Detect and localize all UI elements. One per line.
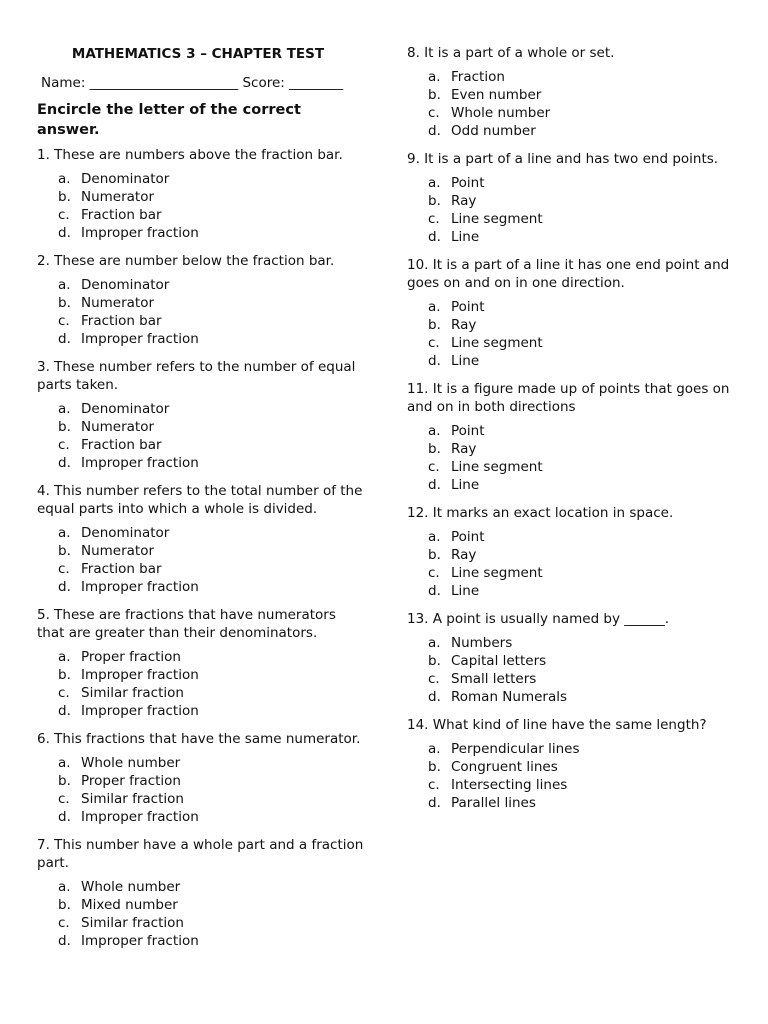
- option-text: Whole number: [451, 105, 551, 121]
- question-list-right: [407, 44, 737, 812]
- option-text: Numerator: [81, 189, 155, 205]
- answer-option[interactable]: [58, 932, 367, 950]
- option-letter: d.: [428, 123, 441, 139]
- answer-options: [37, 754, 367, 826]
- answer-options: [407, 634, 737, 706]
- answer-option[interactable]: [58, 400, 367, 418]
- answer-option[interactable]: [58, 560, 367, 578]
- option-letter: b.: [428, 441, 441, 457]
- option-text: Fraction bar: [81, 313, 162, 329]
- answer-option[interactable]: [58, 702, 367, 720]
- option-letter: a.: [428, 741, 441, 757]
- option-text: Denominator: [81, 171, 170, 187]
- option-text: Improper fraction: [81, 933, 199, 949]
- option-text: Improper fraction: [81, 225, 199, 241]
- option-text: Parallel lines: [451, 795, 536, 811]
- option-text: Improper fraction: [81, 667, 199, 683]
- instructions: Encircle the letter of the correct answer.: [37, 102, 301, 138]
- option-text: Similar fraction: [81, 685, 184, 701]
- option-letter: d.: [58, 455, 71, 471]
- answer-options: [407, 68, 737, 140]
- option-text: Denominator: [81, 277, 170, 293]
- answer-options: [407, 740, 737, 812]
- question-text: 3. These number refers to the number of equal parts taken.: [37, 359, 356, 393]
- question-text: 12. It marks an exact location in space.: [407, 505, 674, 521]
- answer-option[interactable]: [428, 634, 737, 652]
- answer-option[interactable]: [428, 352, 737, 370]
- option-letter: d.: [428, 229, 441, 245]
- option-text: Improper fraction: [81, 809, 199, 825]
- option-letter: b.: [58, 295, 71, 311]
- option-text: Proper fraction: [81, 649, 181, 665]
- question-text: 7. This number have a whole part and a fraction part.: [37, 837, 364, 871]
- option-text: Numerator: [81, 419, 155, 435]
- option-letter: a.: [428, 635, 441, 651]
- option-letter: b.: [428, 193, 441, 209]
- answer-option[interactable]: [58, 754, 367, 772]
- option-letter: c.: [58, 791, 70, 807]
- right-column: [407, 44, 737, 822]
- option-text: Improper fraction: [81, 579, 199, 595]
- answer-option[interactable]: [58, 436, 367, 454]
- answer-options: [37, 170, 367, 242]
- option-letter: b.: [58, 897, 71, 913]
- answer-option[interactable]: [58, 772, 367, 790]
- option-letter: b.: [428, 317, 441, 333]
- answer-options: [37, 400, 367, 472]
- answer-option[interactable]: [58, 684, 367, 702]
- answer-option[interactable]: [58, 276, 367, 294]
- option-letter: c.: [58, 685, 70, 701]
- option-text: Improper fraction: [81, 703, 199, 719]
- option-letter: b.: [428, 759, 441, 775]
- left-column: [37, 44, 367, 960]
- option-text: Line: [451, 229, 480, 245]
- option-text: Point: [451, 175, 485, 191]
- answer-option[interactable]: [428, 298, 737, 316]
- option-letter: d.: [58, 703, 71, 719]
- option-letter: d.: [58, 579, 71, 595]
- name-score-line: Name: ______________________ Score: ________: [41, 75, 344, 91]
- answer-option[interactable]: [428, 652, 737, 670]
- option-text: Whole number: [81, 879, 181, 895]
- answer-options: [407, 174, 737, 246]
- option-text: Numerator: [81, 543, 155, 559]
- answer-option[interactable]: [58, 542, 367, 560]
- question-text: 11. It is a figure made up of points that goes on and on in both directions: [407, 381, 730, 415]
- option-letter: c.: [428, 459, 440, 475]
- option-letter: a.: [428, 529, 441, 545]
- answer-option[interactable]: [428, 458, 737, 476]
- option-text: Line: [451, 477, 480, 493]
- question-list-left: [37, 146, 367, 950]
- option-letter: b.: [428, 547, 441, 563]
- option-letter: a.: [428, 175, 441, 191]
- option-letter: c.: [428, 777, 440, 793]
- option-text: Line: [451, 353, 480, 369]
- option-letter: d.: [58, 809, 71, 825]
- question-item: [407, 256, 737, 370]
- option-letter: c.: [428, 671, 440, 687]
- answer-option[interactable]: [58, 896, 367, 914]
- option-letter: a.: [58, 649, 71, 665]
- answer-option[interactable]: [428, 104, 737, 122]
- answer-options: [37, 524, 367, 596]
- answer-option[interactable]: [58, 330, 367, 348]
- answer-option[interactable]: [428, 174, 737, 192]
- option-letter: c.: [58, 561, 70, 577]
- answer-option[interactable]: [428, 528, 737, 546]
- option-letter: a.: [58, 401, 71, 417]
- answer-options: [407, 422, 737, 494]
- question-item: [407, 150, 737, 246]
- option-letter: b.: [428, 653, 441, 669]
- question-text: 9. It is a part of a line and has two end points.: [407, 151, 719, 167]
- answer-option[interactable]: [428, 422, 737, 440]
- answer-option[interactable]: [58, 206, 367, 224]
- option-text: Ray: [451, 193, 477, 209]
- option-text: Ray: [451, 317, 477, 333]
- option-letter: c.: [58, 437, 70, 453]
- option-text: Small letters: [451, 671, 537, 687]
- question-item: [37, 146, 367, 242]
- option-letter: d.: [58, 225, 71, 241]
- question-item: [407, 610, 737, 706]
- option-text: Line: [451, 583, 480, 599]
- answer-option[interactable]: [428, 688, 737, 706]
- answer-option[interactable]: [428, 582, 737, 600]
- option-letter: d.: [58, 933, 71, 949]
- question-text: 4. This number refers to the total number of the equal parts into which a whole is divided.: [37, 483, 363, 517]
- option-text: Line segment: [451, 335, 543, 351]
- option-text: Similar fraction: [81, 791, 184, 807]
- option-letter: a.: [58, 171, 71, 187]
- answer-option[interactable]: [428, 758, 737, 776]
- option-text: Capital letters: [451, 653, 547, 669]
- answer-option[interactable]: [58, 524, 367, 542]
- question-text: 5. These are fractions that have numerators that are greater than their denominators.: [37, 607, 336, 641]
- answer-option[interactable]: [58, 418, 367, 436]
- answer-option[interactable]: [58, 648, 367, 666]
- option-letter: b.: [428, 87, 441, 103]
- option-letter: d.: [428, 583, 441, 599]
- answer-option[interactable]: [58, 578, 367, 596]
- question-item: [407, 716, 737, 812]
- option-text: Odd number: [451, 123, 536, 139]
- answer-option[interactable]: [428, 670, 737, 688]
- option-letter: c.: [58, 313, 70, 329]
- option-letter: c.: [428, 105, 440, 121]
- option-letter: d.: [428, 353, 441, 369]
- question-item: [37, 606, 367, 720]
- option-text: Similar fraction: [81, 915, 184, 931]
- answer-option[interactable]: [58, 790, 367, 808]
- option-letter: c.: [428, 211, 440, 227]
- answer-option[interactable]: [58, 666, 367, 684]
- question-item: [37, 358, 367, 472]
- question-text: 14. What kind of line have the same length?: [407, 717, 707, 733]
- option-letter: a.: [428, 423, 441, 439]
- option-text: Line segment: [451, 211, 543, 227]
- answer-option[interactable]: [428, 564, 737, 582]
- question-text: 2. These are number below the fraction bar.: [37, 253, 335, 269]
- answer-option[interactable]: [58, 808, 367, 826]
- option-letter: a.: [428, 69, 441, 85]
- question-text: 1. These are numbers above the fraction bar.: [37, 147, 343, 163]
- answer-option[interactable]: [58, 294, 367, 312]
- option-letter: a.: [58, 879, 71, 895]
- option-text: Fraction bar: [81, 437, 162, 453]
- option-letter: b.: [58, 543, 71, 559]
- answer-options: [407, 528, 737, 600]
- answer-option[interactable]: [428, 192, 737, 210]
- answer-option[interactable]: [428, 740, 737, 758]
- question-item: [37, 482, 367, 596]
- question-item: [37, 252, 367, 348]
- answer-option[interactable]: [58, 188, 367, 206]
- option-letter: a.: [58, 755, 71, 771]
- option-letter: a.: [428, 299, 441, 315]
- option-text: Fraction: [451, 69, 505, 85]
- option-text: Even number: [451, 87, 542, 103]
- question-item: [407, 380, 737, 494]
- question-item: [37, 730, 367, 826]
- answer-option[interactable]: [428, 334, 737, 352]
- option-text: Proper fraction: [81, 773, 181, 789]
- answer-option[interactable]: [58, 878, 367, 896]
- option-letter: d.: [428, 795, 441, 811]
- option-letter: c.: [428, 335, 440, 351]
- option-text: Ray: [451, 441, 477, 457]
- option-text: Ray: [451, 547, 477, 563]
- option-letter: d.: [428, 477, 441, 493]
- page-title: MATHEMATICS 3 – CHAPTER TEST: [71, 46, 325, 62]
- option-text: Perpendicular lines: [451, 741, 580, 757]
- option-text: Line segment: [451, 459, 543, 475]
- answer-options: [37, 648, 367, 720]
- option-text: Fraction bar: [81, 207, 162, 223]
- question-text: 13. A point is usually named by ______.: [407, 611, 670, 627]
- option-text: Numbers: [451, 635, 513, 651]
- option-letter: b.: [58, 419, 71, 435]
- question-text: 8. It is a part of a whole or set.: [407, 45, 615, 61]
- option-letter: b.: [58, 773, 71, 789]
- option-letter: a.: [58, 277, 71, 293]
- option-letter: c.: [428, 565, 440, 581]
- option-text: Denominator: [81, 525, 170, 541]
- answer-option[interactable]: [58, 914, 367, 932]
- answer-options: [407, 298, 737, 370]
- question-item: [407, 504, 737, 600]
- answer-option[interactable]: [428, 546, 737, 564]
- option-letter: d.: [58, 331, 71, 347]
- option-text: Mixed number: [81, 897, 178, 913]
- option-text: Whole number: [81, 755, 181, 771]
- answer-option[interactable]: [428, 476, 737, 494]
- option-text: Improper fraction: [81, 455, 199, 471]
- answer-option[interactable]: [428, 440, 737, 458]
- answer-option[interactable]: [428, 210, 737, 228]
- option-text: Intersecting lines: [451, 777, 568, 793]
- option-text: Numerator: [81, 295, 155, 311]
- option-letter: d.: [428, 689, 441, 705]
- option-text: Denominator: [81, 401, 170, 417]
- option-letter: c.: [58, 915, 70, 931]
- answer-option[interactable]: [58, 454, 367, 472]
- answer-option[interactable]: [428, 86, 737, 104]
- option-text: Point: [451, 299, 485, 315]
- answer-option[interactable]: [428, 228, 737, 246]
- answer-options: [37, 276, 367, 348]
- option-text: Roman Numerals: [451, 689, 568, 705]
- option-letter: b.: [58, 667, 71, 683]
- question-item: [407, 44, 737, 140]
- option-text: Point: [451, 529, 485, 545]
- answer-options: [37, 878, 367, 950]
- answer-option[interactable]: [428, 122, 737, 140]
- option-text: Improper fraction: [81, 331, 199, 347]
- question-item: [37, 836, 367, 950]
- option-letter: c.: [58, 207, 70, 223]
- option-letter: a.: [58, 525, 71, 541]
- answer-option[interactable]: [58, 224, 367, 242]
- option-text: Line segment: [451, 565, 543, 581]
- option-text: Fraction bar: [81, 561, 162, 577]
- answer-option[interactable]: [428, 794, 737, 812]
- answer-option[interactable]: [58, 312, 367, 330]
- answer-option[interactable]: [428, 776, 737, 794]
- question-text: 10. It is a part of a line it has one end point and goes on and on in one direction.: [407, 257, 730, 291]
- answer-option[interactable]: [428, 68, 737, 86]
- answer-option[interactable]: [58, 170, 367, 188]
- question-text: 6. This fractions that have the same numerator.: [37, 731, 361, 747]
- answer-option[interactable]: [428, 316, 737, 334]
- option-letter: b.: [58, 189, 71, 205]
- option-text: Point: [451, 423, 485, 439]
- option-text: Congruent lines: [451, 759, 558, 775]
